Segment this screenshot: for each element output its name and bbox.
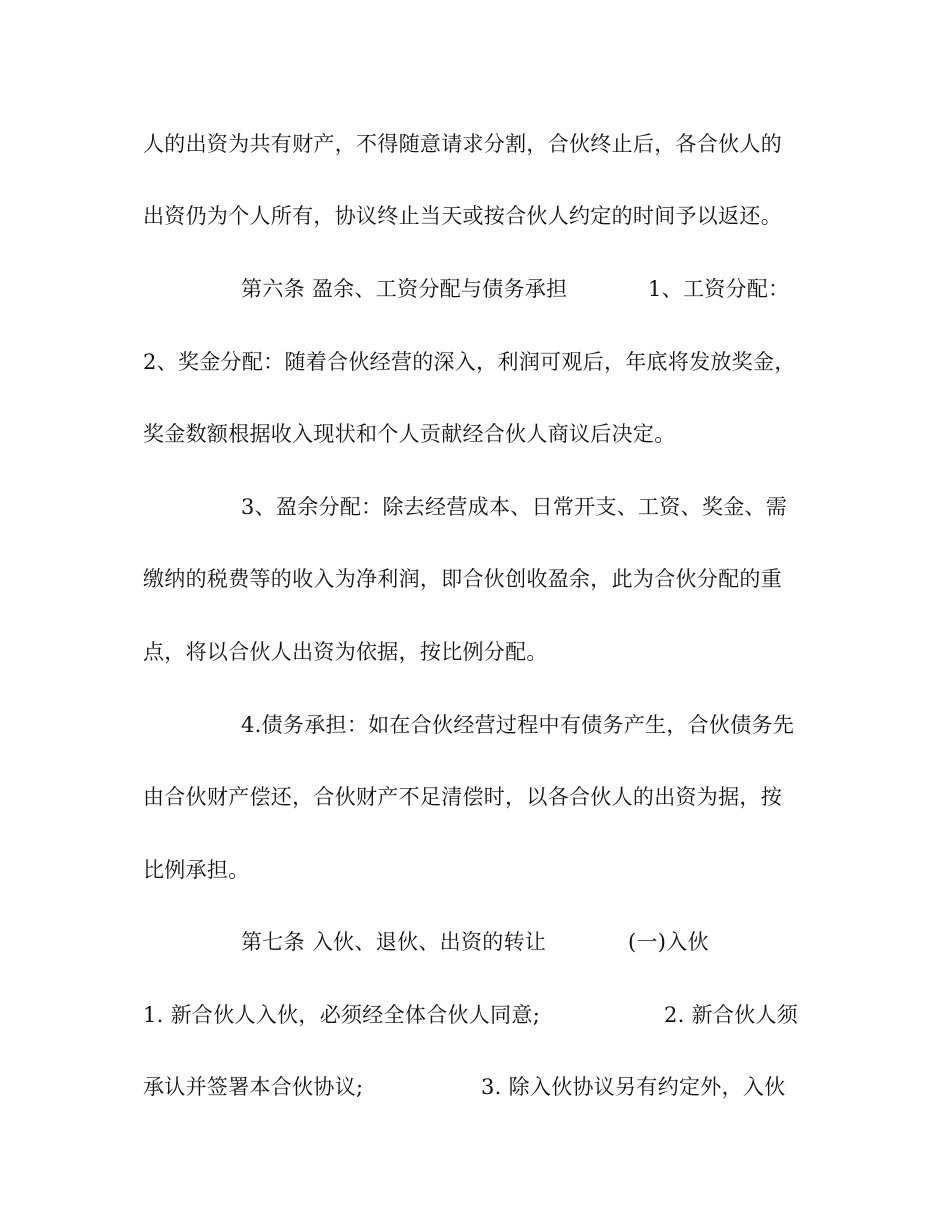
paragraph-line: 2、奖金分配：随着合伙经营的深入，利润可观后，年底将发放奖金， bbox=[143, 350, 796, 374]
clause-salary-distribution: 1、工资分配： bbox=[648, 277, 790, 301]
paragraph-line: 3、盈余分配：除去经营成本、日常开支、工资、奖金、需 bbox=[241, 495, 788, 519]
article-6-heading: 第六条 盈余、工资分配与债务承担 bbox=[241, 277, 568, 301]
clause-2-start: 2. 新合伙人须 bbox=[664, 1003, 799, 1027]
article-7-heading: 第七条 入伙、退伙、出资的转让 bbox=[241, 930, 547, 954]
clause-1: 1. 新合伙人入伙，必须经全体合伙人同意; bbox=[143, 1003, 541, 1027]
subsection-admission: (一)入伙 bbox=[628, 930, 709, 954]
paragraph-line: 比例承担。 bbox=[143, 858, 250, 882]
paragraph-line: 人的出资为共有财产，不得随意请求分割，合伙终止后，各合伙人的 bbox=[143, 132, 782, 156]
paragraph-line: 出资仍为个人所有，协议终止当天或按合伙人约定的时间予以返还。 bbox=[143, 204, 782, 228]
paragraph-line: 奖金数额根据收入现状和个人贡献经合伙人商议后决定。 bbox=[143, 422, 676, 446]
paragraph-line: 由合伙财产偿还，合伙财产不足清偿时，以各合伙人的出资为据，按 bbox=[143, 785, 782, 809]
paragraph-line: 4.债务承担：如在合伙经营过程中有债务产生，合伙债务先 bbox=[241, 713, 795, 737]
clause-2-end: 承认并签署本合伙协议; bbox=[143, 1075, 364, 1099]
paragraph-line: 缴纳的税费等的收入为净利润，即合伙创收盈余，此为合伙分配的重 bbox=[143, 567, 782, 591]
clause-3-start: 3. 除入伙协议另有约定外，入伙 bbox=[481, 1075, 786, 1099]
paragraph-line: 点，将以合伙人出资为依据，按比例分配。 bbox=[143, 640, 548, 664]
